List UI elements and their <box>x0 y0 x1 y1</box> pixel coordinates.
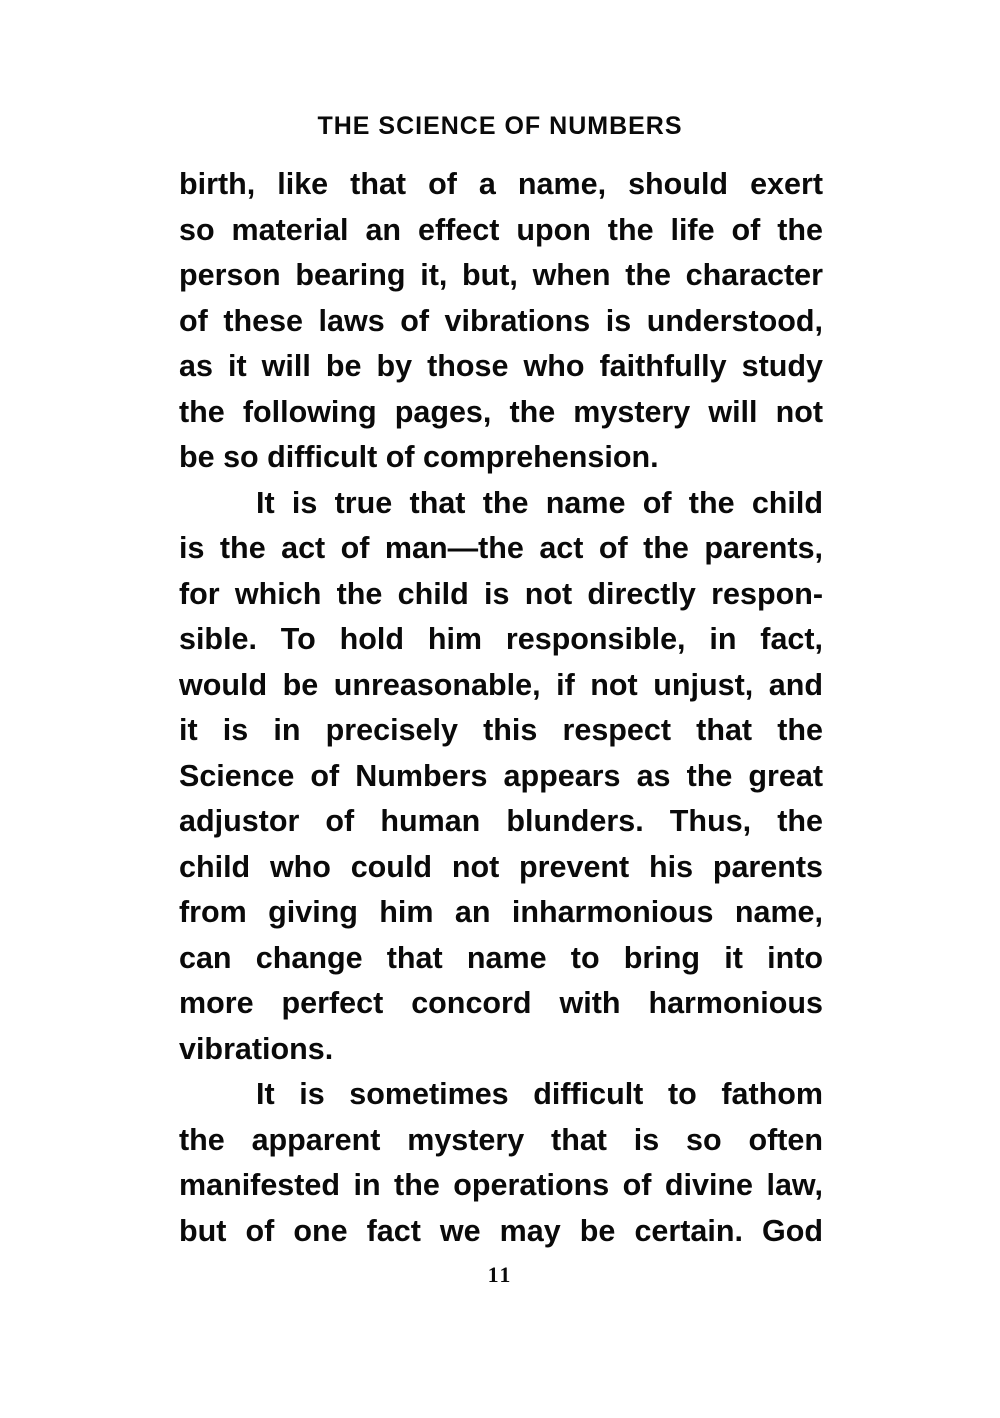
paragraph-3 <box>179 1072 823 1254</box>
text-line: but of one fact we may be certain. God <box>179 1213 823 1248</box>
text-line: as it will be by those who faithfully study <box>179 349 823 383</box>
text-line: the apparent mystery that is so often <box>179 1122 823 1157</box>
text-line: be so difficult of comprehension. <box>179 440 659 474</box>
text-line: It is true that the name of the child <box>256 485 823 520</box>
page-number: 11 <box>487 1262 513 1287</box>
paragraph-2 <box>179 481 823 1073</box>
text-line: sible. To hold him responsible, in fact, <box>179 622 823 656</box>
text-line: so material an effect upon the life of the <box>179 212 823 247</box>
running-title: THE SCIENCE OF NUMBERS <box>317 112 683 140</box>
text-line: the following pages, the mystery will not <box>179 394 823 429</box>
text-line: of these laws of vibrations is understood, <box>179 303 823 338</box>
text-line: can change that name to bring it into <box>179 940 823 975</box>
text-line: is the act of man—the act of the parents, <box>179 531 823 565</box>
text-line: person bearing it, but, when the character <box>179 258 823 292</box>
text-line: manifested in the operations of divine law, <box>179 1168 823 1202</box>
text-line: for which the child is not directly respon- <box>179 576 823 611</box>
paragraph-1 <box>179 162 823 481</box>
text-line: Science of Numbers appears as the great <box>179 758 823 793</box>
text-line: more perfect concord with harmonious <box>179 986 823 1020</box>
body-text <box>179 162 823 1254</box>
text-line: would be unreasonable, if not unjust, and <box>179 667 823 702</box>
text-line: from giving him an inharmonious name, <box>179 895 823 929</box>
text-line: vibrations. <box>179 1031 334 1066</box>
text-line: birth, like that of a name, should exert <box>179 167 823 201</box>
text-line: adjustor of human blunders. Thus, the <box>179 804 823 838</box>
text-line: it is in precisely this respect that the <box>179 713 823 747</box>
text-line: It is sometimes difficult to fathom <box>256 1077 823 1111</box>
text-line: child who could not prevent his parents <box>179 849 823 884</box>
